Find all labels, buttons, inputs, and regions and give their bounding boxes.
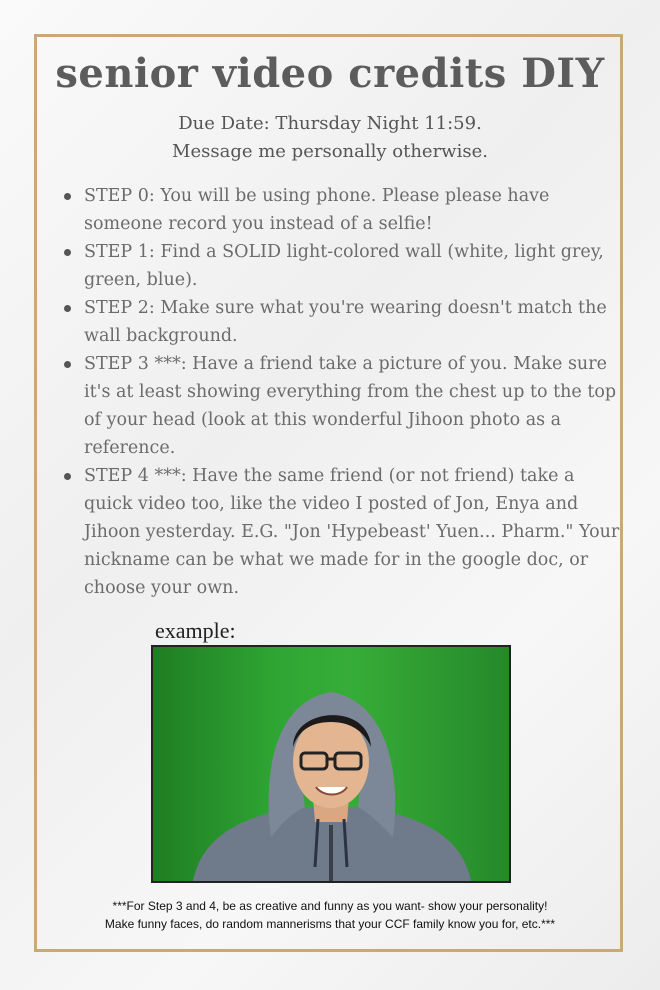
page-title: senior video credits DIY <box>55 50 605 97</box>
example-photo <box>151 645 511 883</box>
steps-list <box>62 182 624 602</box>
footnote: ***For Step 3 and 4, be as creative and funny as you want- show your personality! Make funny faces, do random mannerisms that your CCF family know you for, etc.*** <box>104 899 556 931</box>
step-2: STEP 2: Make sure what you're wearing doesn't match the wall background. <box>84 294 624 350</box>
due-date-line: Due Date: Thursday Night 11:59. <box>178 113 482 134</box>
step-4: STEP 4 ***: Have the same friend (or not friend) take a quick video too, like the video I posted of Jon, Enya and Jihoon yesterday. E.G. "Jon 'Hypebeast' Yuen... Pharm." Your nickname can be what we made for in the google doc, or choose your own. <box>84 462 624 602</box>
example-label: example: <box>155 618 236 643</box>
step-1: STEP 1: Find a SOLID light-colored wall (white, light grey, green, blue). <box>84 238 624 294</box>
message-line: Message me personally otherwise. <box>172 141 488 162</box>
person-photo-illustration <box>153 647 509 881</box>
due-date-block <box>34 110 626 166</box>
step-3: STEP 3 ***: Have a friend take a picture of you. Make sure it's at least showing everything from the chest up to the top of your head (look at this wonderful Jihoon photo as a reference. <box>84 350 624 462</box>
step-0: STEP 0: You will be using phone. Please please have someone record you instead of a selfie! <box>84 182 624 238</box>
